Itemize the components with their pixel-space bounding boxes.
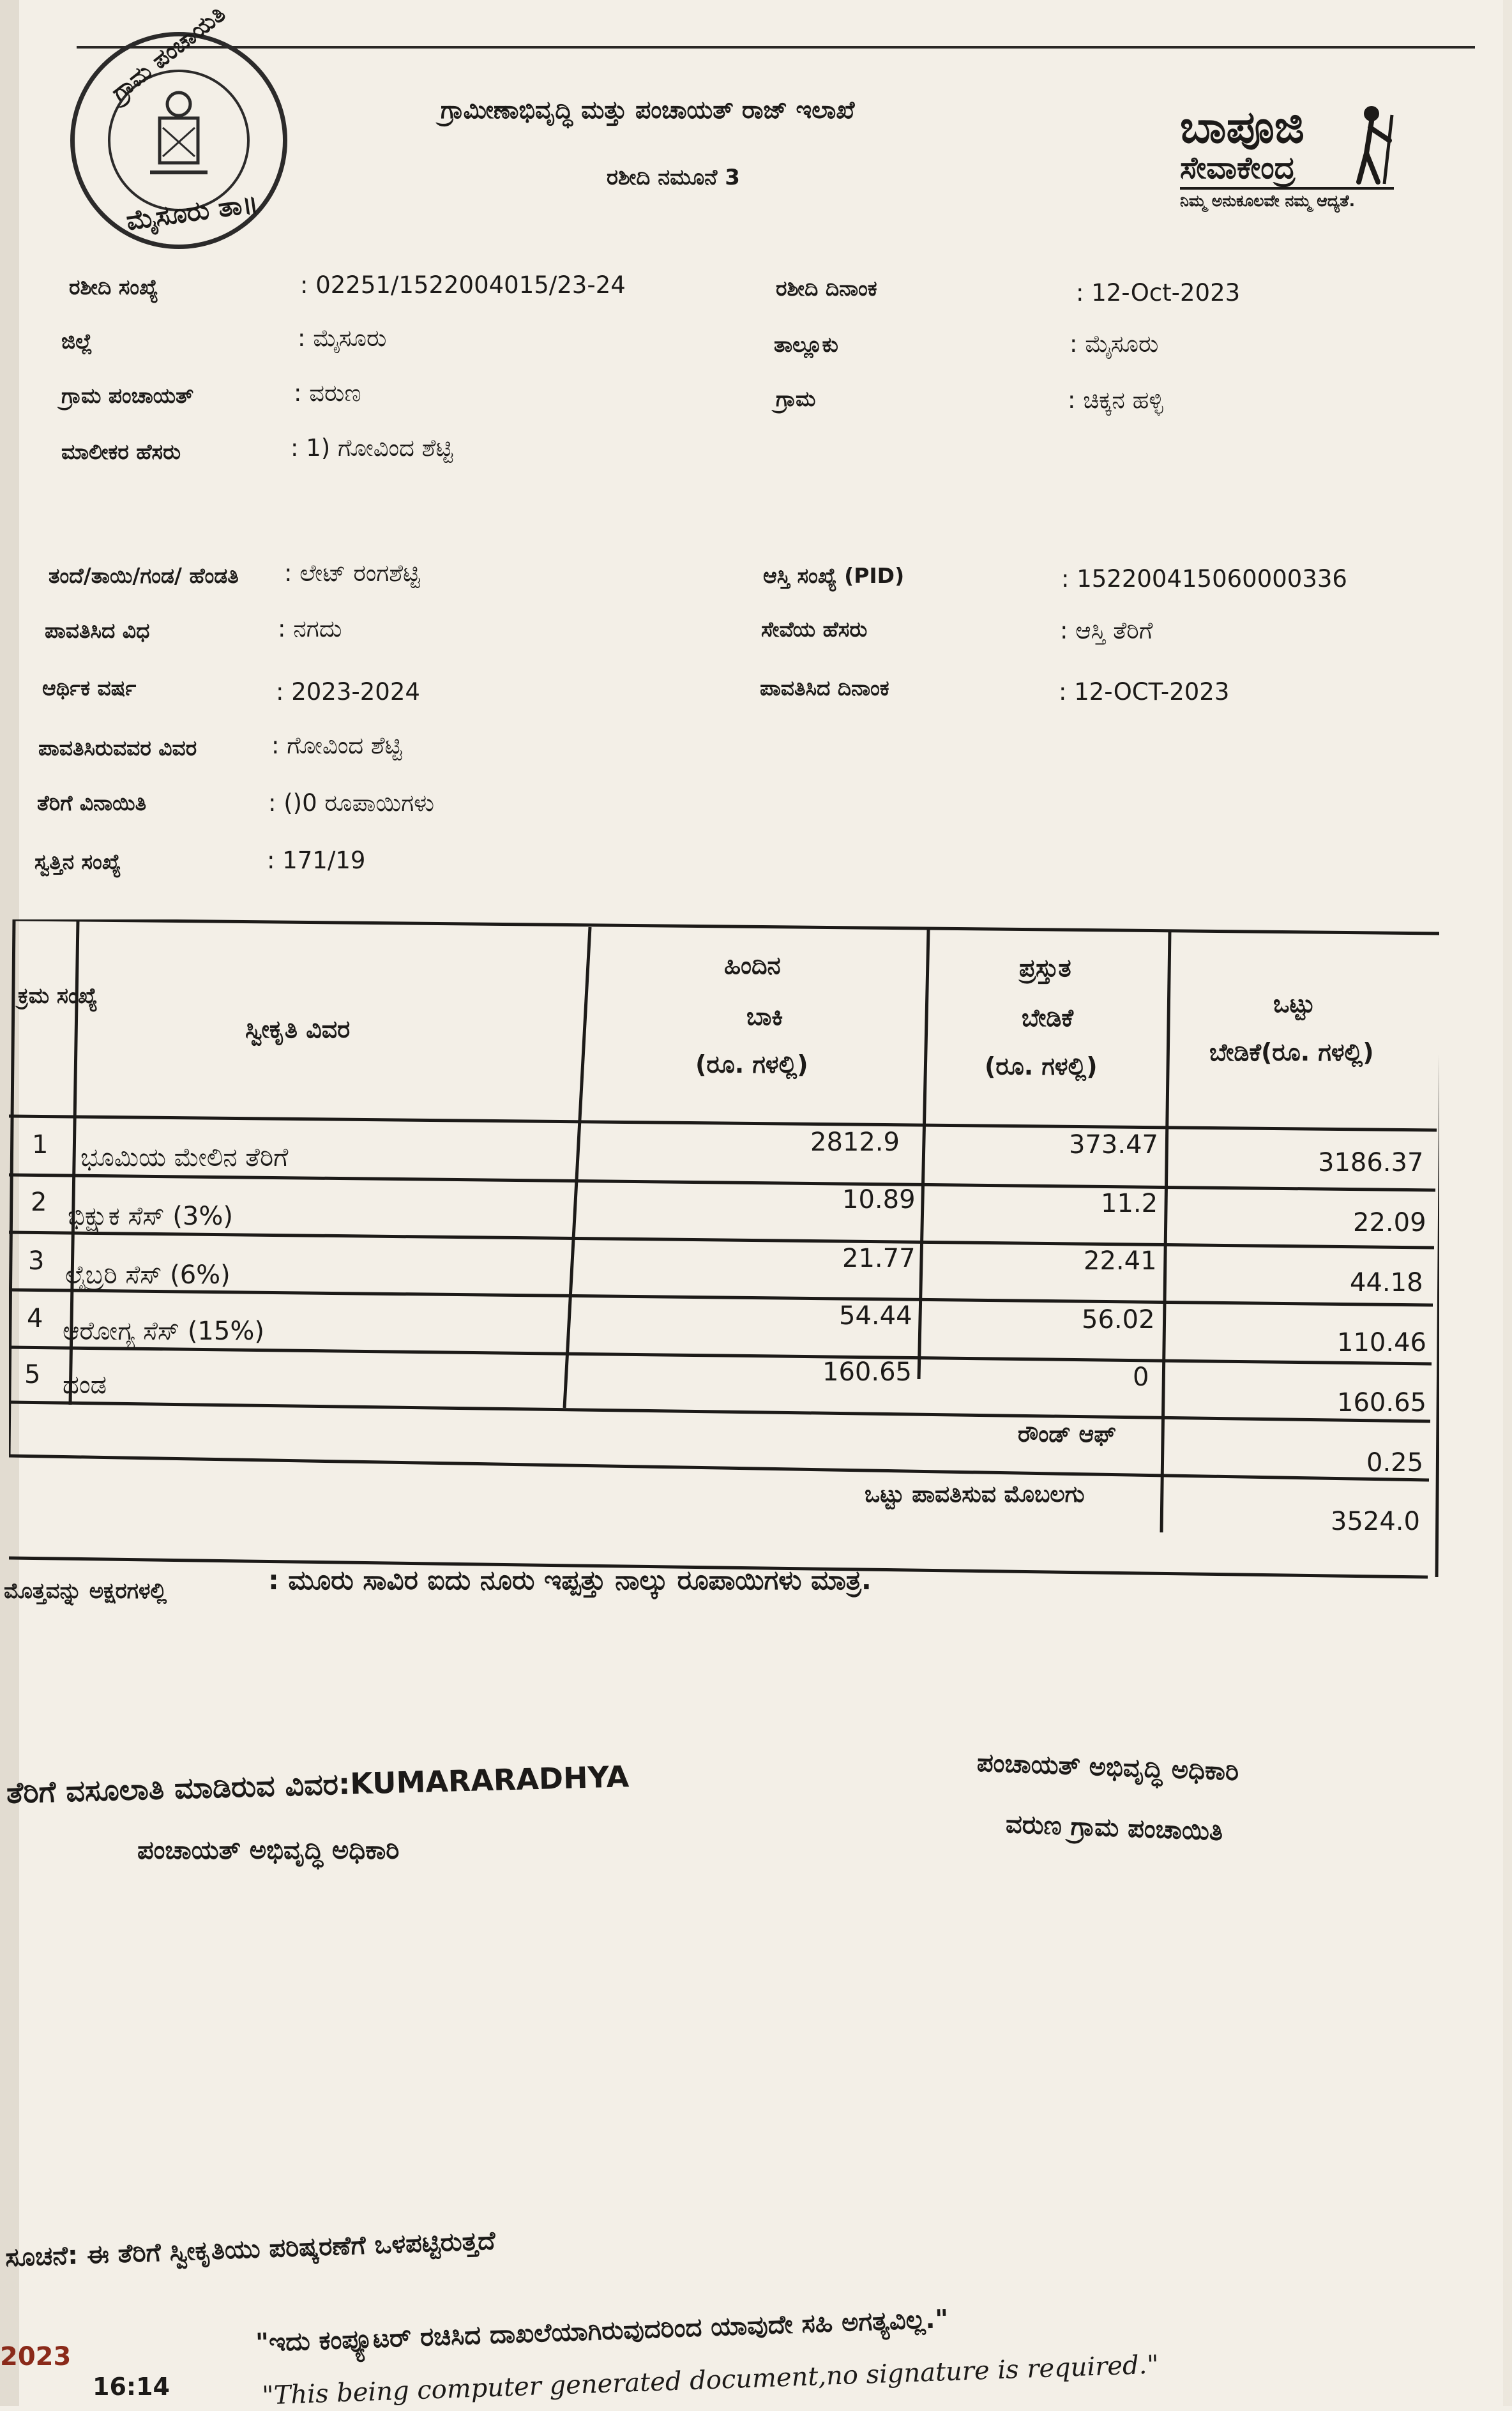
officer-office: ವರುಣ ಗ್ರಾಮ ಪಂಚಾಯಿತಿ <box>1005 1810 1223 1847</box>
receipt-table <box>9 919 1439 1596</box>
gram-panchayat-value: : ವರುಣ <box>294 379 361 407</box>
row-sl: 5 <box>24 1360 41 1389</box>
row-sl: 4 <box>27 1304 43 1333</box>
pid-value: : 152200415060000336 <box>1061 565 1347 593</box>
row-sl: 1 <box>32 1130 49 1160</box>
pid-label: ಆಸ್ತಿ ಸಂಖ್ಯೆ (PID) <box>763 563 905 588</box>
logo-sub-text: ಸೇವಾಕೇಂದ್ರ <box>1180 150 1296 186</box>
gandhi-figure-icon <box>1333 102 1403 185</box>
owner-label: ಮಾಲೀಕರ ಹೆಸರು <box>61 439 181 464</box>
receipt-date-value: : 12-Oct-2023 <box>1076 279 1241 306</box>
row-previous: 2812.9 <box>810 1128 900 1157</box>
row-total: 44.18 <box>1350 1268 1423 1297</box>
row-previous: 21.77 <box>842 1244 916 1273</box>
revision-note: ಸೂಚನೆ: ಈ ತೆರಿಗೆ ಸ್ವೀಕೃತಿಯು ಪರಿಷ್ಕರಣೆಗೆ ಒಳಪಟ್ಟಿರುತ್ತದೆ <box>4 2226 496 2273</box>
computer-note-kannada: "ಇದು ಕಂಪ್ಯೂಟರ್ ರಚಿಸಿದ ದಾಖಲೆಯಾಗಿರುವುದರಿಂದ ಯಾವುದೇ ಸಹಿ ಅಗತ್ಯವಿಲ್ಲ." <box>255 2304 949 2358</box>
property-no-value: : 171/19 <box>267 847 366 874</box>
row-description: ಆರೋಗ್ಯ ಸೆಸ್ (15%) <box>63 1317 264 1346</box>
grand-total-value: 3524.0 <box>1331 1507 1420 1536</box>
seal-bottom-text: ಮೈಸೂರು ತಾ॥ <box>124 186 261 237</box>
gram-panchayat-seal <box>70 1 287 249</box>
header-rule <box>77 46 1475 49</box>
logo-tagline: ನಿಮ್ಮ ಅನುಕೂಲವೇ ನಮ್ಮ ಆದ್ಯತೆ. <box>1180 192 1356 210</box>
row-current: 22.41 <box>1084 1246 1157 1276</box>
relation-label: ತಂದೆ/ತಾಯಿ/ಗಂಡ/ ಹೆಂಡತಿ <box>49 563 239 588</box>
row-total: 22.09 <box>1353 1208 1426 1237</box>
paid-date-label: ಪಾವತಿಸಿದ ದಿನಾಂಕ <box>760 676 889 700</box>
form-name: ರಶೀದಿ ನಮೂನೆ 3 <box>607 165 740 190</box>
table-grid <box>9 919 1439 1596</box>
gram-panchayat-label: ಗ್ರಾಮ ಪಂಚಾಯತ್ <box>61 383 194 408</box>
logo-main-text: ಬಾಪೂಜಿ <box>1180 101 1304 153</box>
logo-underline <box>1180 187 1394 190</box>
service-label: ಸೇವೆಯ ಹೆಸರು <box>761 617 868 642</box>
row-previous: 160.65 <box>822 1357 912 1387</box>
service-value: : ಆಸ್ತಿ ತೆರಿಗೆ <box>1060 617 1153 644</box>
round-off-value: 0.25 <box>1366 1448 1424 1478</box>
payer-label: ಪಾವತಿಸಿರುವವರ ವಿವರ <box>38 736 197 760</box>
emblem-icon <box>144 86 214 182</box>
collector-designation: ಪಂಚಾಯತ್ ಅಭಿವೃದ್ಧಿ ಅಧಿಕಾರಿ <box>137 1836 400 1865</box>
row-current: 11.2 <box>1101 1189 1158 1218</box>
row-total: 3186.37 <box>1318 1148 1424 1177</box>
stamp-date: 2023 <box>0 2342 72 2371</box>
header-current-1: ಪ್ರಸ್ತುತ <box>1019 954 1071 982</box>
row-total: 160.65 <box>1337 1388 1426 1417</box>
taluk-label: ತಾಲ್ಲೂಕು <box>774 332 838 357</box>
header-prev-1: ಹಿಂದಿನ <box>724 951 781 979</box>
row-current: 0 <box>1133 1363 1149 1392</box>
financial-year-value: : 2023-2024 <box>276 678 420 706</box>
round-off-label: ರೌಂಡ್ ಆಫ್ <box>1018 1421 1117 1447</box>
row-previous: 10.89 <box>842 1185 916 1214</box>
department-title: ಗ್ರಾಮೀಣಾಭಿವೃದ್ಧಿ ಮತ್ತು ಪಂಚಾಯತ್ ರಾಜ್ ಇಲಾಖೆ <box>441 96 855 124</box>
amount-words-label: ಮೊತ್ತವನ್ನು ಅಕ್ಷರಗಳಲ್ಲಿ <box>4 1578 167 1604</box>
village-label: ಗ್ರಾಮ <box>776 386 816 411</box>
payment-mode-label: ಪಾವತಿಸಿದ ವಿಧ <box>45 618 150 643</box>
header-current-2: ಬೇಡಿಕೆ <box>1022 1004 1073 1032</box>
row-description: ಭೂಮಿಯ ಮೇಲಿನ ತೆರಿಗೆ <box>80 1143 289 1172</box>
seal-top-text: ಗ್ರಾಮ ಪಂಚಾಯತಿ <box>106 1 231 106</box>
row-sl: 2 <box>31 1188 47 1217</box>
payment-mode-value: : ನಗದು <box>278 615 342 642</box>
header-total-2: ಬೇಡಿಕೆ(ರೂ. ಗಳಲ್ಲಿ) <box>1209 1038 1374 1066</box>
district-label: ಜಿಲ್ಲೆ <box>61 329 93 354</box>
owner-value: : 1) ಗೋವಿಂದ ಶೆಟ್ಟಿ <box>291 434 453 462</box>
row-total: 110.46 <box>1337 1328 1426 1357</box>
exemption-value: : ()0 ರೂಪಾಯಿಗಳು <box>268 789 434 817</box>
stamp-time: 16:14 <box>93 2373 170 2401</box>
receipt-no-label: ರಶೀದಿ ಸಂಖ್ಯೆ <box>69 275 158 299</box>
header-sl: ಕ್ರಮ ಸಂಖ್ಯೆ <box>18 983 98 1009</box>
row-description: ಭಿಕ್ಷುಕ ಸೆಸ್ (3%) <box>68 1202 233 1231</box>
paper-right-edge <box>1503 0 1512 2406</box>
amount-words-value: : ಮೂರು ಸಾವಿರ ಐದು ನೂರು ಇಪ್ಪತ್ತು ನಾಲ್ಕು ರೂಪಾಯಿಗಳು ಮಾತ್ರ. <box>268 1564 872 1596</box>
row-description: ದಂಡ <box>63 1370 107 1400</box>
header-description: ಸ್ವೀಕೃತಿ ವಿವರ <box>245 1015 351 1043</box>
row-sl: 3 <box>28 1246 45 1276</box>
relation-value: : ಲೇಟ್ ರಂಗಶೆಟ್ಟಿ <box>284 559 420 587</box>
district-value: : ಮೈಸೂರು <box>298 324 387 352</box>
payer-value: : ಗೋವಿಂದ ಶೆಟ್ಟಿ <box>271 732 402 759</box>
header-prev-3: (ರೂ. ಗಳಲ್ಲಿ) <box>695 1050 808 1078</box>
header-total-1: ಒಟ್ಟು <box>1273 990 1315 1018</box>
taluk-value: : ಮೈಸೂರು <box>1070 330 1159 358</box>
exemption-label: ತೆರಿಗೆ ವಿನಾಯಿತಿ <box>37 790 147 815</box>
header-current-3: (ರೂ. ಗಳಲ್ಲಿ) <box>985 1052 1098 1080</box>
collector-line: ತೆರಿಗೆ ವಸೂಲಾತಿ ಮಾಡಿರುವ ವಿವರ:KUMARARADHYA <box>6 1759 630 1810</box>
financial-year-label: ಆರ್ಥಿಕ ವರ್ಷ <box>42 676 137 700</box>
village-value: : ಚಿಕ್ಕನ ಹಳ್ಳಿ <box>1068 386 1163 414</box>
paid-date-value: : 12-OCT-2023 <box>1059 678 1230 706</box>
row-description: ಲೈಬ್ರರಿ ಸೆಸ್ (6%) <box>65 1260 231 1290</box>
header-prev-2: ಬಾಕಿ <box>746 1002 783 1031</box>
grand-total-label: ಒಟ್ಟು ಪಾವತಿಸುವ ಮೊಬಲಗು <box>865 1481 1085 1508</box>
row-current: 373.47 <box>1069 1130 1158 1160</box>
property-no-label: ಸ್ವತ್ತಿನ ಸಂಖ್ಯೆ <box>34 849 121 874</box>
row-current: 56.02 <box>1082 1305 1155 1334</box>
row-previous: 54.44 <box>839 1301 912 1331</box>
computer-note-english: "This being computer generated document,no signature is required." <box>261 2350 1160 2411</box>
receipt-no-value: : 02251/1522004015/23-24 <box>300 271 626 299</box>
receipt-date-label: ರಶೀದಿ ದಿನಾಂಕ <box>776 276 877 301</box>
officer-designation: ಪಂಚಾಯತ್ ಅಭಿವೃದ್ಧಿ ಅಧಿಕಾರಿ <box>976 1748 1240 1787</box>
